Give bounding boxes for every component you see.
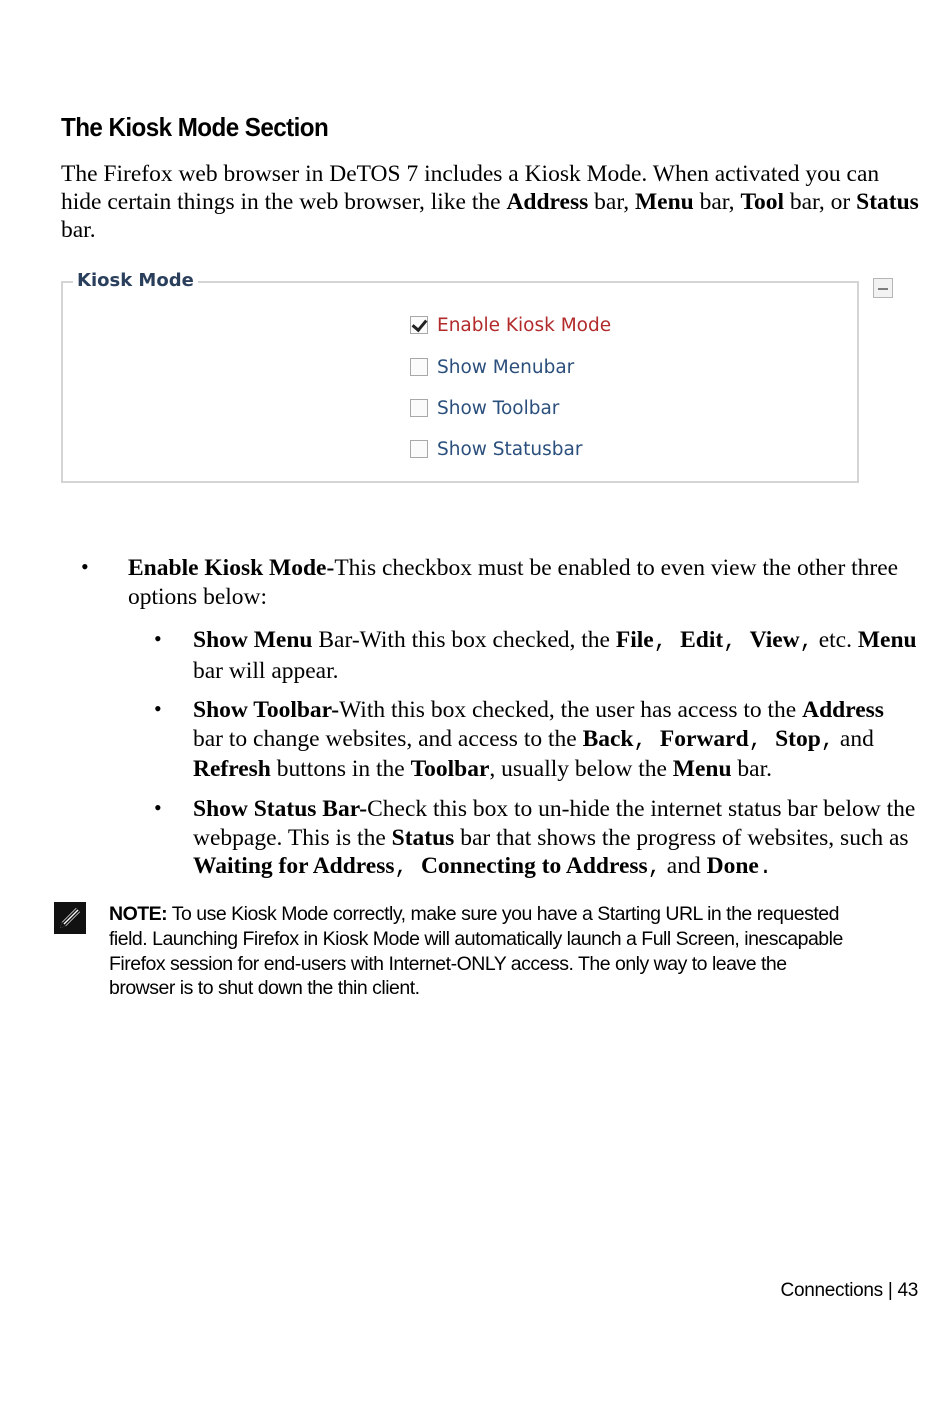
intro-text: bar, or bbox=[783, 189, 857, 215]
bullet-bold: Back bbox=[582, 725, 634, 752]
kiosk-mode-legend: Kiosk Mode bbox=[73, 270, 198, 291]
bullet-punct: , bbox=[653, 629, 681, 654]
bullet-bold: Status bbox=[391, 824, 455, 851]
intro-text: The Firefox web browser in DeTOS 7 includes a Kiosk Mode. When activated you can hide certain things in the web browser, like the bbox=[61, 161, 880, 215]
bullet-punct: , bbox=[799, 629, 813, 654]
bullet-marker: • bbox=[154, 696, 162, 721]
checkbox-unchecked[interactable] bbox=[410, 399, 428, 417]
bullet-bold: Enable Kiosk Mode- bbox=[128, 555, 335, 581]
bullet-bold: Stop bbox=[775, 725, 821, 752]
bullet-punct: , bbox=[723, 629, 750, 654]
bullet-show-status-bar bbox=[193, 795, 918, 883]
intro-bold: Tool bbox=[740, 189, 784, 215]
checkbox-unchecked[interactable] bbox=[410, 358, 428, 376]
bullet-bold: Show Menu bbox=[193, 627, 313, 653]
footer-section: Connections bbox=[780, 1280, 883, 1301]
intro-bold: Status bbox=[856, 189, 919, 215]
collapse-button[interactable] bbox=[873, 278, 893, 298]
bullet-punct: , bbox=[633, 727, 660, 753]
intro-bold: Address bbox=[506, 189, 589, 215]
bullet-text: With this box checked, the user has access to the bbox=[339, 697, 803, 723]
bullet-bold: Edit bbox=[680, 627, 724, 653]
intro-text: bar, bbox=[588, 189, 635, 215]
bullet-show-toolbar bbox=[193, 696, 918, 784]
bullet-bold: Refresh bbox=[193, 756, 271, 782]
bullet-marker: • bbox=[81, 554, 89, 579]
bullet-text: This checkbox must be enabled to even view the other three options below: bbox=[128, 555, 899, 610]
bullet-text: Bar-With this box checked, the bbox=[312, 627, 616, 653]
bullet-bold: Waiting for Address bbox=[193, 853, 395, 879]
bullet-bold: Connecting to Address bbox=[420, 853, 648, 879]
checkbox-label: Show Statusbar bbox=[437, 438, 583, 460]
checkbox-label: Show Toolbar bbox=[437, 397, 560, 419]
bullet-text: etc. bbox=[812, 627, 858, 653]
page-heading: The Kiosk Mode Section bbox=[61, 112, 329, 142]
bullet-enable-kiosk bbox=[128, 554, 918, 611]
bullet-text: and bbox=[834, 725, 874, 752]
bullet-text: and bbox=[660, 853, 707, 879]
bullet-bold: Menu bbox=[672, 756, 732, 782]
bullet-bold: File bbox=[615, 627, 654, 653]
bullet-text: buttons in the bbox=[270, 756, 411, 782]
bullet-punct: , bbox=[820, 727, 835, 753]
bullet-text: Check this box to un-hide the internet status bar below the webpage. This is the bbox=[193, 796, 916, 851]
bullet-bold: Menu bbox=[857, 627, 917, 653]
intro-text: bar, bbox=[693, 189, 741, 215]
bullet-bold: Show Toolbar- bbox=[193, 697, 340, 723]
bullet-marker: • bbox=[154, 795, 162, 820]
checkbox-label: Enable Kiosk Mode bbox=[437, 314, 612, 336]
checkbox-checked[interactable] bbox=[410, 316, 428, 334]
bullet-punct: , bbox=[394, 855, 421, 880]
bullet-bold: Show Status Bar- bbox=[193, 796, 368, 822]
note-pencil-icon bbox=[54, 902, 86, 934]
intro-paragraph bbox=[61, 160, 921, 244]
bullet-marker: • bbox=[154, 626, 162, 651]
enable-kiosk-mode-option[interactable] bbox=[410, 314, 611, 336]
bullet-bold: Done bbox=[706, 853, 759, 879]
bullet-bold: Toolbar bbox=[410, 756, 490, 782]
bullet-text: bar. bbox=[731, 756, 773, 782]
intro-bold: Menu bbox=[634, 189, 694, 215]
note-text: To use Kiosk Mode correctly, make sure you have a Starting URL in the requested field. Launching Firefox in Kiosk Mode will automatically launch a Full Screen, inescapable Firefox session for end-users with Internet-ONLY access. The only way to leave the browser is to shut down the thin client. bbox=[109, 903, 843, 1000]
checkbox-unchecked[interactable] bbox=[410, 440, 428, 458]
bullet-punct: . bbox=[758, 855, 773, 880]
page-number: 43 bbox=[897, 1280, 918, 1301]
show-toolbar-option[interactable] bbox=[410, 397, 559, 419]
bullet-text: bar will appear. bbox=[193, 657, 339, 684]
bullet-bold: Forward bbox=[659, 725, 749, 752]
show-statusbar-option[interactable] bbox=[410, 438, 582, 460]
bullet-show-menu bbox=[193, 626, 918, 685]
page-footer bbox=[781, 1280, 918, 1302]
note-label: NOTE: bbox=[109, 903, 168, 925]
bullet-bold: Address bbox=[802, 697, 884, 723]
checkbox-label: Show Menubar bbox=[437, 356, 575, 378]
bullet-text: , usually below the bbox=[489, 756, 673, 782]
bullet-bold: View bbox=[749, 627, 800, 653]
show-menubar-option[interactable] bbox=[410, 356, 574, 378]
bullet-text: bar that shows the progress of websites, such as bbox=[454, 824, 909, 851]
note-paragraph bbox=[109, 902, 849, 1001]
bullet-punct: , bbox=[647, 855, 661, 880]
bullet-text: bar to change websites, and access to the bbox=[193, 725, 583, 752]
bullet-punct: , bbox=[748, 727, 776, 753]
intro-text: bar. bbox=[61, 217, 96, 243]
footer-separator: | bbox=[882, 1280, 898, 1301]
